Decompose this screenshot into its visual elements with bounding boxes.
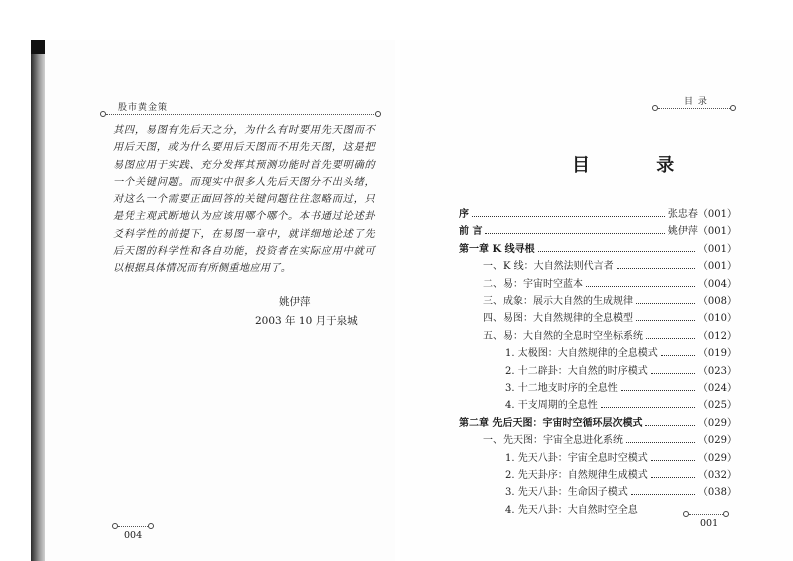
toc-leader-dots xyxy=(601,407,695,408)
toc-entry-page: （019） xyxy=(697,348,737,360)
toc-entry xyxy=(505,464,737,481)
toc-entry xyxy=(483,429,737,446)
toc-entry-label: 第一章 K 线寻根 xyxy=(459,243,535,255)
toc-entry xyxy=(483,307,737,324)
toc-entry-label: 四、易图：大自然规律的全息模型 xyxy=(483,313,633,325)
toc-entry-page: （029） xyxy=(697,452,737,464)
toc-entry xyxy=(483,290,737,307)
toc-entry xyxy=(483,273,737,290)
toc-entry-label: 1. 先天八卦：宇宙全息时空模式 xyxy=(505,452,648,464)
toc-entry xyxy=(505,447,737,464)
toc-entry-label: 1. 太极图：大自然规律的全息模式 xyxy=(505,348,658,360)
toc-entry-page: （004） xyxy=(697,278,737,290)
toc-entry-page: （010） xyxy=(697,313,737,325)
toc-entry-label: 2. 先天卦序：自然规律生成模式 xyxy=(505,470,648,481)
toc-entry-label: 前 言 xyxy=(459,226,483,238)
toc-leader-dots xyxy=(626,442,695,443)
left-running-header: 股市黄金策 xyxy=(118,103,169,113)
toc-entry-page: （001） xyxy=(697,261,737,273)
right-footer-rule xyxy=(689,514,723,515)
toc-entry-page: （029） xyxy=(697,417,737,429)
binding-corner xyxy=(31,40,45,54)
toc-entry-label: 一、K 线：大自然法则代言者 xyxy=(483,261,614,273)
toc-entry-page: （024） xyxy=(697,383,737,394)
toc-entry-page: （025） xyxy=(697,400,737,412)
toc-leader-dots xyxy=(538,251,695,252)
toc-entry xyxy=(459,220,737,237)
toc-leader-dots xyxy=(621,390,695,391)
right-page-number: 001 xyxy=(700,518,719,529)
toc-entry xyxy=(505,377,737,394)
toc-leader-dots xyxy=(636,320,695,321)
toc-entry xyxy=(459,238,737,255)
toc-entry xyxy=(459,203,737,220)
toc-leader-dots xyxy=(631,494,695,495)
footer-ornament-right xyxy=(148,523,154,529)
right-running-header: 目 录 xyxy=(684,97,708,107)
toc-entry-page: （023） xyxy=(697,365,737,377)
toc-entry-label: 三、成象：展示大自然的生成规律 xyxy=(483,296,633,307)
toc-entry xyxy=(505,394,737,411)
toc-entry-page: 张忠春（001） xyxy=(667,209,737,220)
toc-leader-dots xyxy=(645,425,694,426)
toc-entry-label: 序 xyxy=(459,209,469,220)
header-rule-ornament-right xyxy=(375,111,381,117)
toc-entry-label: 3. 先天八卦：生命因子模式 xyxy=(505,487,628,499)
toc-entry-page: （032） xyxy=(697,470,737,481)
toc-leader-dots xyxy=(651,460,695,461)
toc-entry-label: 4. 先天八卦：大自然时空全息 xyxy=(505,504,638,516)
footer-ornament-right xyxy=(723,511,729,517)
toc-entry xyxy=(505,481,737,498)
toc-entry-label: 一、先天图：宇宙全息进化系统 xyxy=(483,435,623,447)
left-page-number: 004 xyxy=(124,530,143,541)
toc-leader-dots xyxy=(485,233,664,234)
toc-entry-page: （008） xyxy=(697,296,737,307)
signature-date: 2003 年 10 月于泉城 xyxy=(255,315,358,327)
toc-entry xyxy=(483,325,737,342)
toc-entry-page: 姚伊萍（001） xyxy=(667,226,737,238)
left-header-rule xyxy=(106,114,376,115)
toc-leader-dots xyxy=(651,373,695,374)
toc-entry xyxy=(505,342,737,359)
left-footer-rule xyxy=(118,526,148,527)
toc-entry-page: （012） xyxy=(697,330,737,342)
toc-entry-label: 3. 十二地支时序的全息性 xyxy=(505,383,618,394)
toc-entry-page: （038） xyxy=(697,487,737,499)
body-paragraph: 其四，易图有先后天之分，为什么有时要用先天图而不用后天图，或为什么要用后天图而不用先天图，这是把易图应用于实践、充分发挥其预测功能时首先要明确的一个关键问题。而现实中很多人先后天图分不出头绪，对这么一个需要正面回答的关键问题往往忽略而过，只是凭主观武断地认为应该用哪个哪个。本书通过论述卦爻科学性的前提下，在易图一章中，就详细地论述了先后天图的科学性和各自功能，投资者在实际应用中就可以根据具体情况而有所侧重地应用了。 xyxy=(113,125,375,275)
toc-entry xyxy=(459,412,737,429)
toc-entry xyxy=(483,255,737,272)
toc-leader-dots xyxy=(651,477,695,478)
toc-title: 目 录 xyxy=(572,155,705,176)
toc-leader-dots xyxy=(472,216,665,217)
toc-leader-dots xyxy=(617,268,695,269)
toc-leader-dots xyxy=(636,303,695,304)
toc-entry-label: 4. 干支周期的全息性 xyxy=(505,400,598,412)
toc-entry xyxy=(505,360,737,377)
toc-entry-page: （029） xyxy=(697,435,737,447)
header-rule-ornament-right xyxy=(730,105,736,111)
signature-name: 姚伊萍 xyxy=(279,296,311,308)
left-page xyxy=(45,40,395,561)
toc-entry-page: （001） xyxy=(697,243,737,255)
toc-entry-label: 五、易：大自然的全息时空坐标系统 xyxy=(483,330,643,342)
toc-entry-label: 二、易：宇宙时空蓝本 xyxy=(483,278,583,290)
book-binding xyxy=(31,40,45,561)
toc-leader-dots xyxy=(661,355,695,356)
toc-entry-label: 2. 十二辟卦：大自然的时序模式 xyxy=(505,365,648,377)
toc-entry-label: 第二章 先后天图：宇宙时空循环层次模式 xyxy=(459,417,643,429)
toc-leader-dots xyxy=(646,338,695,339)
toc-leader-dots xyxy=(586,286,695,287)
right-header-rule xyxy=(658,108,730,109)
